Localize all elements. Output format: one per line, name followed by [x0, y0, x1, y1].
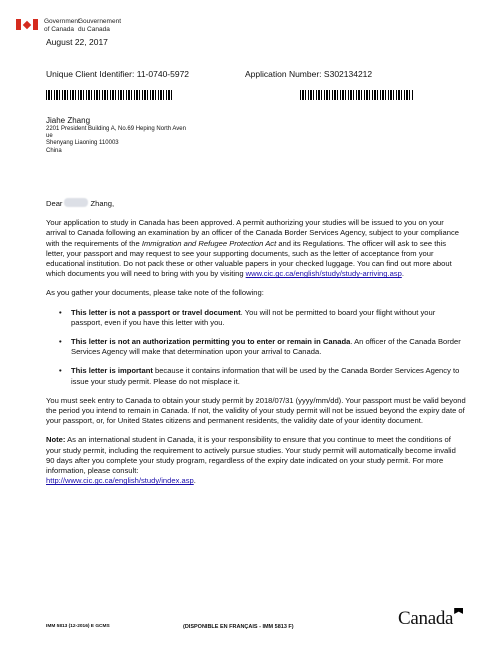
paragraph-entry-deadline: You must seek entry to Canada to obtain your study permit by 2018/07/31 (yyyy/mm/dd). Your passport must be valid beyond the period you intend to remain in Canada. If not, the validity of your study permit will not be issued beyond the expiry date of your passport, or, for United States citizens and permanent residents, the validity date of your identity document. — [46, 395, 466, 426]
government-name-en: Government of Canada — [44, 18, 80, 33]
paragraph-note: Note: As an international student in Canada, it is your responsibility to ensure that you continue to meet the conditions of your study permit, including the requirement to actively pursue studies. Your study permit will automatically become invalid 90 days after you complete your study program, regardless of the expiry date indicated on your study permit. For more information, please consult: http://www.cic.gc.ca/english/study/index.asp. — [46, 435, 456, 486]
barcode-uci — [46, 90, 174, 100]
paragraph-approval: Your application to study in Canada has been approved. A permit authorizing your studies will be issued to you on your arrival to Canada following an examination by an officer of the Canada Border Services Agency, subject to your compliance with the requirements of the Immigration and Refugee Protection Act and its Regulations. The officer will ask to see this letter, your passport and may request to see your supporting documents, such as the letter of acceptance from your educational institution. Do not pack these or other valuable papers in your checked luggage. You can find out more about which documents you will need to bring with you by visiting www.cic.gc.ca/english/study/study-arriving.asp. — [46, 218, 459, 279]
study-arriving-link[interactable]: www.cic.gc.ca/english/study/study-arriving.asp — [245, 269, 402, 279]
notice-list — [46, 308, 466, 387]
entry-deadline-date: 2018/07/31 — [255, 395, 294, 405]
wordmark-flag-icon — [454, 608, 463, 614]
letter-body — [46, 198, 466, 495]
redacted-name — [64, 198, 88, 207]
application-number: Application Number: S302134212 — [245, 69, 373, 79]
recipient-name: Jiahe Zhang — [46, 116, 91, 125]
unique-client-identifier: Unique Client Identifier: 11-0740-5972 — [46, 69, 190, 79]
form-code: IMM 5813 (12-2016) E GCMS — [46, 624, 110, 629]
salutation: Dear Zhang, — [46, 199, 115, 208]
canada-flag-icon — [16, 19, 38, 30]
address-line: ue — [46, 133, 53, 140]
paragraph-documents-intro: As you gather your documents, please take note of the following: — [46, 288, 264, 298]
address-line: 2201 President Building A, No.69 Heping North Aven — [46, 126, 186, 132]
list-item: • This letter is not a passport or travel document. You will not be permitted to board your flight without your passport, even if you have this letter with you. — [46, 308, 466, 328]
study-index-link[interactable]: http://www.cic.gc.ca/english/study/index.asp — [46, 476, 194, 486]
letter-date: August 22, 2017 — [46, 37, 108, 47]
french-availability-note: (DISPONIBLE EN FRANÇAIS - IMM 5813 F) — [183, 624, 294, 630]
address-line: China — [46, 147, 62, 154]
canada-wordmark-logo: Canada — [398, 608, 463, 630]
list-item: • This letter is important because it contains information that will be used by the Canada Border Services Agency to issue your study permit. Please do not misplace it. — [46, 366, 466, 386]
government-name-fr: Gouvernement du Canada — [78, 18, 121, 33]
address-line: Shenyang Liaoning 110003 — [46, 140, 119, 147]
recipient-address — [46, 116, 186, 155]
barcode-application — [300, 90, 414, 100]
list-item: • This letter is not an authorization permitting you to enter or remain in Canada. An officer of the Canada Border Services Agency will make that determination upon your arrival to Canada. — [46, 337, 466, 357]
